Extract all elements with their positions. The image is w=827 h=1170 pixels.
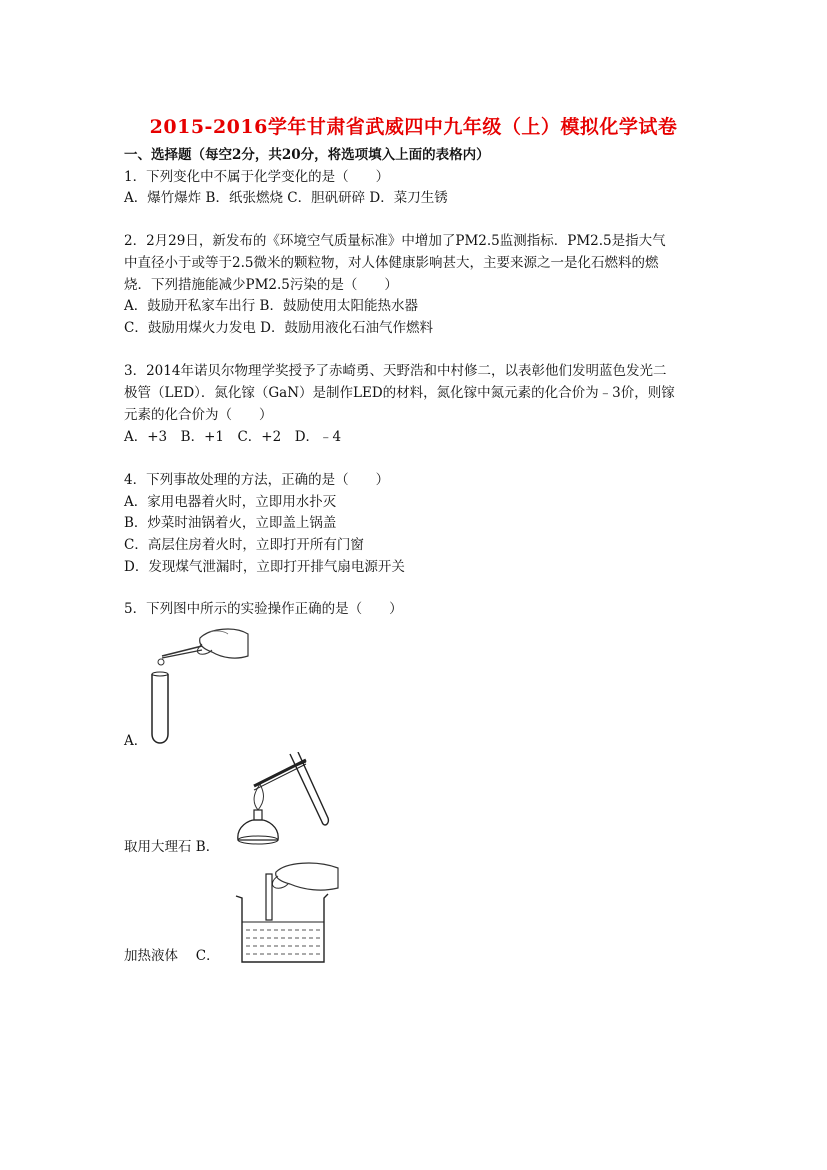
q3-options: A．+3 B．+1 C．+2 D．﹣4 [124, 429, 342, 445]
q4-option-b: B．炒菜时油锅着火，立即盖上锅盖 [124, 515, 337, 531]
figure-b-heating-test-tube [232, 752, 332, 852]
q4-option-a: A．家用电器着火时，立即用水扑灭 [124, 494, 337, 510]
q3-stem-line2: 极管（LED）．氮化镓（GaN）是制作LED的材料，氮化镓中氮元素的化合价为﹣3价，则镓 [124, 385, 675, 401]
q5-caption-b: 取用大理石 B． [124, 839, 220, 855]
figure-c-beaker [232, 858, 342, 966]
section-heading: 一、选择题（每空2分，共20分，将选项填入上面的表格内） [124, 147, 490, 163]
q1-stem: 1．下列变化中不属于化学变化的是（ ） [124, 169, 390, 185]
figure-a-test-tube-tweezers [140, 622, 250, 746]
q2-stem-line1: 2．2月29日，新发布的《环境空气质量标准》中增加了PM2.5监测指标．PM2.5是指大气 [124, 233, 666, 249]
exam-title: 2015-2016学年甘肃省武威四中九年级（上）模拟化学试卷 [149, 116, 678, 138]
q4-option-c: C．高层住房着火时，立即打开所有门窗 [124, 537, 364, 553]
q2-options-line1: A．鼓励开私家车出行 B．鼓励使用太阳能热水器 [124, 298, 418, 314]
q5-label-a: A． [124, 733, 148, 749]
q2-stem-line2: 中直径小于或等于2.5微米的颗粒物，对人体健康影响甚大，主要来源之一是化石燃料的燃 [124, 255, 659, 271]
q2-stem-line3: 烧．下列措施能减少PM2.5污染的是（ ） [124, 277, 398, 293]
q3-stem-line1: 3．2014年诺贝尔物理学奖授予了赤崎勇、天野浩和中村修二，以表彰他们发明蓝色发光二 [124, 363, 667, 379]
q5-stem: 5．下列图中所示的实验操作正确的是（ ） [124, 601, 403, 617]
q4-option-d: D．发现煤气泄漏时，立即打开排气扇电源开关 [124, 559, 405, 575]
q4-stem: 4．下列事故处理的方法，正确的是（ ） [124, 472, 390, 488]
q1-options: A．爆竹爆炸 B．纸张燃烧 C．胆矾研碎 D．菜刀生锈 [124, 190, 448, 206]
q2-options-line2: C．鼓励用煤火力发电 D．鼓励用液化石油气作燃料 [124, 320, 433, 336]
q3-stem-line3: 元素的化合价为（ ） [124, 407, 273, 423]
q5-caption-c: 加热液体 C． [124, 948, 220, 964]
